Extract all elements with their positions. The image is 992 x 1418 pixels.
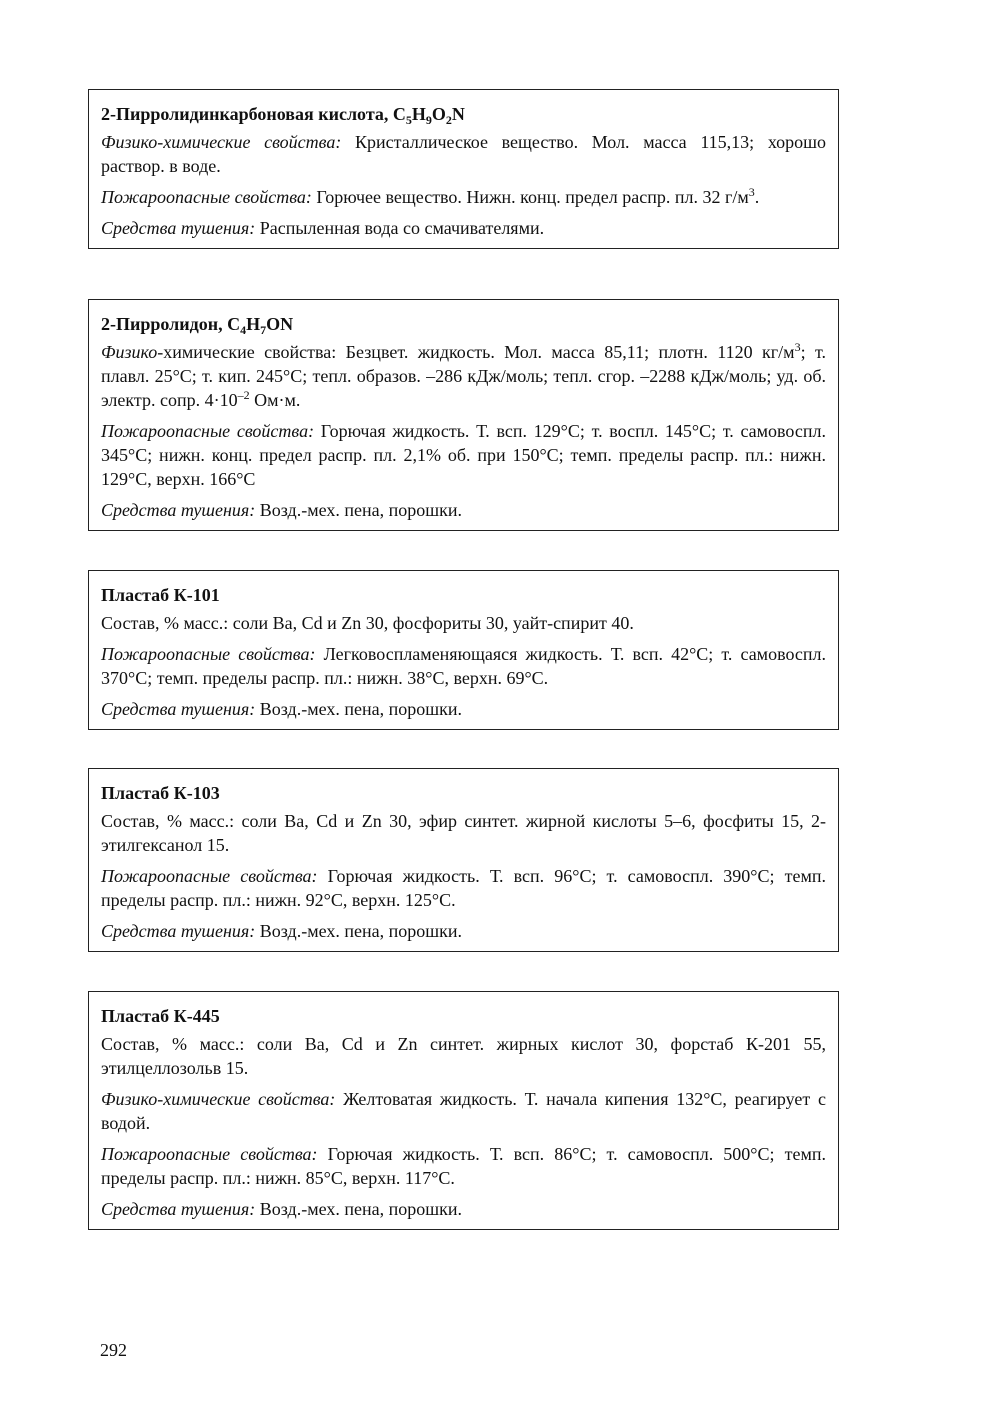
superscript: –2 [237, 388, 250, 402]
property-label: Физико [101, 342, 158, 362]
text-run: Легковоспламеняющаяся жидкость. Т. всп. 42°С; т. самовоспл. 370°С; темп. пределы распр. пл.: нижн. 38°С, верхн. 69°С. [101, 644, 827, 688]
entry-name: 2-Пирролидон, [101, 314, 228, 334]
entry-title [101, 1004, 826, 1028]
property-label: Средства тушения: [101, 218, 256, 238]
text-run: ; т. плавл. 25°С; т. кип. 245°С; тепл. образов. –286 кДж/моль; тепл. сгор. –2288 кДж/моль; уд. об. электр. сопр. 4·10 [101, 342, 826, 410]
property-label: Пожароопасные свойства: [101, 187, 312, 207]
entry-title [101, 102, 826, 126]
property-paragraph [101, 216, 826, 240]
property-paragraph [101, 1142, 826, 1190]
property-label: Средства тушения: [101, 921, 256, 941]
text-run: Горючая жидкость. Т. всп. 96°С; т. самовоспл. 390°С; темп. пределы распр. пл.: нижн. 92°С, верхн. 125°С. [101, 866, 826, 910]
text-run: Возд.-мех. пена, порошки. [255, 921, 462, 941]
property-paragraph [101, 809, 826, 857]
entry-plastab-k445 [88, 991, 839, 1230]
text-run: Ом·м. [249, 390, 301, 410]
entry-pyrrolidinecarboxylic-acid [88, 89, 839, 249]
chemical-formula [392, 104, 465, 127]
entry-title [101, 312, 826, 336]
text-run: N [451, 104, 465, 124]
property-paragraph [101, 498, 826, 522]
text-run: Горючая жидкость. Т. всп. 86°С; т. самовоспл. 500°С; темп. пределы распр. пл.: нижн. 85°С, верхн. 117°С. [101, 1144, 826, 1188]
superscript: 3 [748, 185, 755, 199]
text-run: H [411, 104, 426, 124]
text-run: ON [266, 314, 294, 334]
entry-title [101, 583, 826, 607]
property-paragraph [101, 697, 826, 721]
subscript: 5 [405, 113, 412, 127]
text-run: H [246, 314, 261, 334]
text-run: Состав, % масс.: соли Ba, Cd и Zn синтет. жирных кислот 30, форстаб К-201 55, этилцеллозольв 15. [101, 1034, 826, 1078]
entry-pyrrolidone [88, 299, 839, 531]
property-label: Средства тушения: [101, 1199, 256, 1219]
text-run: C [392, 104, 406, 124]
property-paragraph [101, 340, 826, 412]
property-paragraph [101, 919, 826, 943]
text-run: Горючая жидкость. Т. всп. 129°С; т. воспл. 145°С; т. самовоспл. 345°С; нижн. конц. предел распр. пл. 2,1% об. при 150°С; темп. пределы распр. пл.: нижн. 129°С, верхн. 166°С [101, 421, 826, 489]
text-run: -химические свойства: Безцвет. жидкость. Мол. масса 85,11; плотн. 1120 кг/м [157, 342, 795, 362]
entry-name: Пластаб К-101 [101, 585, 220, 605]
property-paragraph [101, 1087, 826, 1135]
text-run: Распыленная вода со смачивателями. [255, 218, 545, 238]
property-label: Средства тушения: [101, 699, 256, 719]
property-paragraph [101, 1197, 826, 1221]
text-run: Горючее вещество. Нижн. конц. предел распр. пл. 32 г/м [311, 187, 749, 207]
entry-name: 2-Пирролидинкарбоновая кислота, [101, 104, 393, 124]
page-number: 292 [100, 1340, 127, 1360]
subscript: 2 [445, 113, 452, 127]
superscript: 3 [794, 340, 801, 354]
entry-title [101, 781, 826, 805]
text-run: Кристаллическое вещество. Мол. масса 115,13; хорошо раствор. в воде. [101, 132, 826, 176]
text-run: Состав, % масс.: соли Ba, Cd и Zn 30, эфир синтет. жирной кислоты 5–6, фосфиты 15, 2-этилгексанол 15. [101, 811, 826, 855]
property-paragraph [101, 1032, 826, 1080]
text-run: Возд.-мех. пена, порошки. [255, 500, 462, 520]
text-run: Желтоватая жидкость. Т. начала кипения 132°С, реагирует с водой. [101, 1089, 826, 1133]
text-run: O [431, 104, 446, 124]
subscript: 7 [260, 323, 267, 337]
property-label: Средства тушения: [101, 500, 256, 520]
property-label: Пожароопасные свойства: [101, 644, 316, 664]
property-paragraph [101, 642, 826, 690]
entry-name: Пластаб К-445 [101, 1006, 220, 1026]
property-label: Физико-химические свойства: [101, 132, 342, 152]
text-run: C [227, 314, 241, 334]
property-paragraph [101, 185, 826, 209]
subscript: 9 [425, 113, 432, 127]
property-label: Пожароопасные свойства: [101, 866, 318, 886]
property-paragraph [101, 864, 826, 912]
entry-plastab-k103 [88, 768, 839, 952]
chemical-formula [227, 314, 294, 337]
property-paragraph [101, 611, 826, 635]
subscript: 4 [240, 323, 247, 337]
property-paragraph [101, 130, 826, 178]
property-paragraph [101, 419, 826, 491]
text-run: . [754, 187, 760, 207]
text-run: Возд.-мех. пена, порошки. [255, 699, 462, 719]
property-label: Физико-химические свойства: [101, 1089, 336, 1109]
property-label: Пожароопасные свойства: [101, 1144, 318, 1164]
entry-name: Пластаб К-103 [101, 783, 220, 803]
property-label: Пожароопасные свойства: [101, 421, 315, 441]
text-run: Состав, % масс.: соли Ba, Cd и Zn 30, фосфориты 30, уайт-спирит 40. [101, 613, 634, 633]
text-run: Возд.-мех. пена, порошки. [255, 1199, 462, 1219]
entry-plastab-k101 [88, 570, 839, 730]
